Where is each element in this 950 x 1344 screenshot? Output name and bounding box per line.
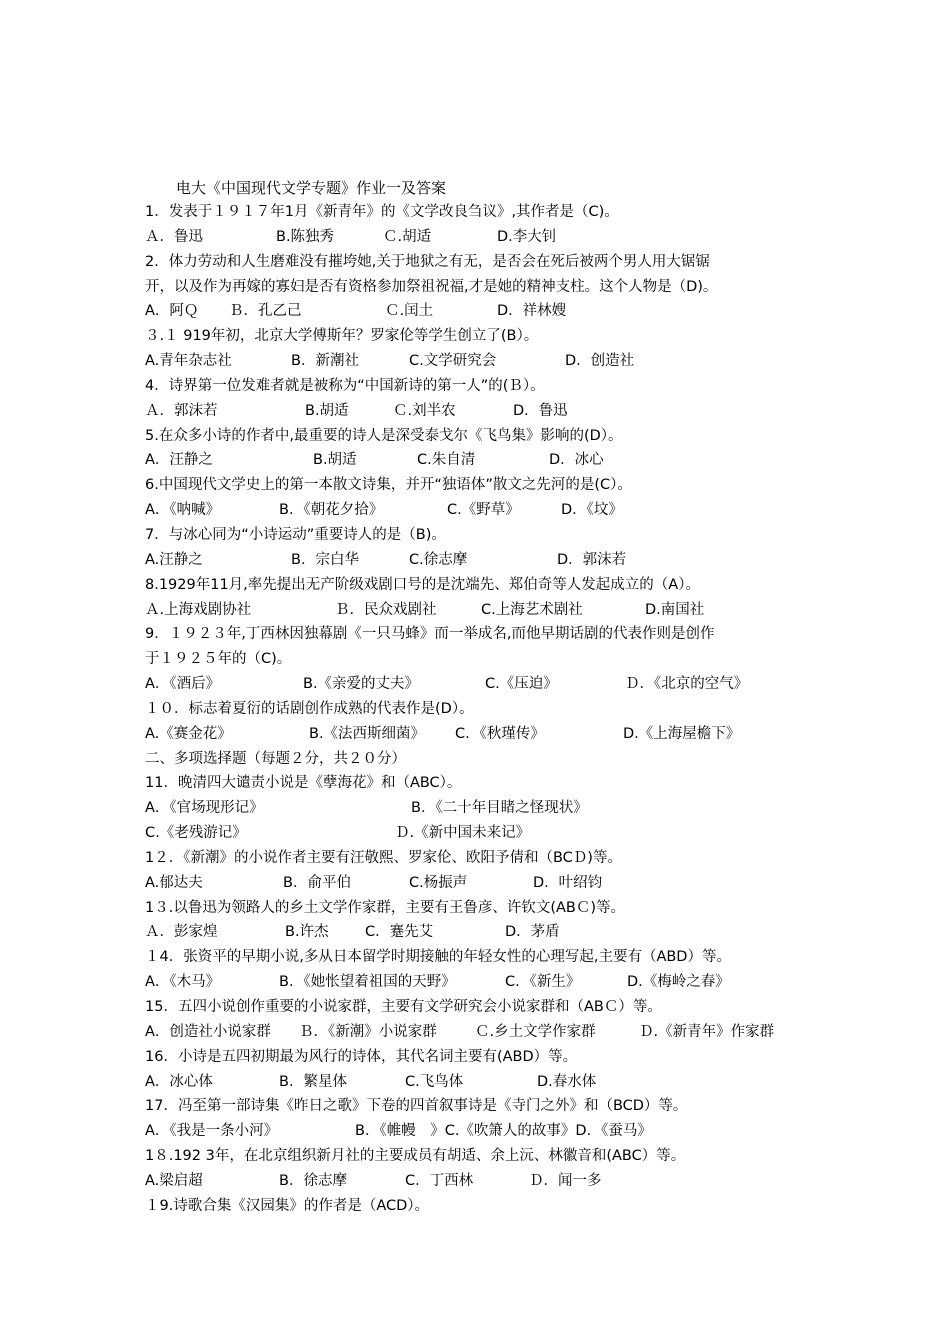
options-line <box>145 1070 815 1095</box>
answer-option: A．创造社小说家群 <box>145 1023 271 1040</box>
answer-option: A.《赛金花》 <box>145 725 232 742</box>
answer-option: Ｃ.闰土 <box>385 303 434 320</box>
answer-option: B．宗白华 <box>291 551 359 568</box>
answer-option: C.文学研究会 <box>409 353 497 370</box>
answer-option: C.《老残游记》 <box>145 825 247 842</box>
answer-option: C.朱自清 <box>417 452 476 469</box>
answer-option: Ｂ．民众戏剧社 <box>335 601 437 618</box>
text-line: 15．五四小说创作重要的小说家群，主要有文学研究会小说家群和（ABＣ）等。 <box>145 999 662 1015</box>
answer-option: B．新潮社 <box>291 353 359 370</box>
text-line: 二、多项选择题（每题２分，共２０分） <box>145 750 406 767</box>
answer-option: B．俞平伯 <box>283 874 351 891</box>
text-line: １０．标志着夏衍的话剧创作成熟的代表作是(D）。 <box>145 700 474 717</box>
options-line <box>145 672 815 697</box>
text-line: 5.在众多小诗的作者中,最重要的诗人是深受泰戈尔《飞鸟集》影响的(D）。 <box>145 427 623 444</box>
answer-option: Ａ.上海戏剧协社 <box>145 601 252 618</box>
answer-option: D．鲁迅 <box>513 402 568 419</box>
answer-option: A．《我是一条小河》 <box>145 1123 279 1140</box>
answer-option: A．《木马》 <box>145 974 221 991</box>
answer-option: Ａ．鲁迅 <box>145 228 203 245</box>
answer-option: C.《野草》 <box>447 502 520 519</box>
answer-option: C.《压迫》 <box>485 676 558 693</box>
options-line <box>145 548 815 573</box>
answer-option: C.飞鸟体 <box>405 1073 464 1090</box>
answer-option: D．祥林嫂 <box>497 303 567 320</box>
answer-option: C.杨振声 <box>409 874 468 891</box>
answer-option: A．阿Ｑ <box>145 303 199 320</box>
answer-option: A．汪静之 <box>145 452 213 469</box>
answer-option: Ａ．彭家煌 <box>145 924 218 941</box>
question-list <box>145 200 815 1219</box>
options-line <box>145 399 815 424</box>
answer-option: D．冰心 <box>549 452 604 469</box>
answer-option: D.《上海屋檐下》 <box>623 725 741 742</box>
answer-option: C．蹇先艾 <box>365 924 434 941</box>
answer-option: A.郁达夫 <box>145 874 203 891</box>
answer-option: C.上海艺术剧社 <box>481 601 583 618</box>
answer-option: D．茅盾 <box>505 924 560 941</box>
answer-option: B．繁星体 <box>279 1073 347 1090</box>
answer-option: B.《法西斯细菌》 <box>309 725 426 742</box>
text-line: １9.诗歌合集《汉园集》的作者是（ACD）。 <box>145 1197 430 1214</box>
answer-option: C．《新生》 <box>505 974 581 991</box>
answer-option: D.南国社 <box>645 601 705 618</box>
answer-option: B.陈独秀 <box>276 228 335 245</box>
text-line: 1８.192 3年，在北京组织新月社的主要成员有胡适、余上沅、林徽音和(ABC）等。 <box>145 1148 686 1165</box>
options-line <box>145 498 815 523</box>
options-line <box>145 225 815 250</box>
answer-option: Ｃ.刘半农 <box>393 402 456 419</box>
answer-option: B.胡适 <box>305 402 349 419</box>
text-line: 8.1929年11月,率先提出无产阶级戏剧口号的是沈端先、郑伯奇等人发起成立的（A）。 <box>145 576 700 593</box>
text-line: 9．１９２３年,丁西林因独幕剧《一只马蜂》而一举成名,而他早期话剧的代表作则是创作 <box>145 626 715 643</box>
options-line <box>145 1169 815 1194</box>
answer-option: C.徐志摩 <box>409 551 468 568</box>
options-line <box>145 871 815 896</box>
options-line <box>145 821 815 846</box>
text-line: 开，以及作为再嫁的寡妇是否有资格参加祭祖祝福,才是她的精神支柱。这个人物是（D)。 <box>145 278 718 295</box>
answer-option: D.《梅岭之春》 <box>627 974 730 991</box>
options-line <box>145 598 815 623</box>
options-line <box>145 722 815 747</box>
answer-option: A.汪静之 <box>145 551 203 568</box>
answer-option: Ａ．郭沫若 <box>145 402 218 419</box>
answer-option: Ｃ.乡土文学作家群 <box>475 1023 596 1040</box>
options-line <box>145 796 815 821</box>
options-line <box>145 349 815 374</box>
answer-option: B．《她怅望着祖国的天野》 <box>279 974 456 991</box>
answer-option: Ｄ.《新青年》作家群 <box>639 1023 775 1040</box>
answer-option: B．徐志摩 <box>279 1172 347 1189</box>
options-line <box>145 970 815 995</box>
text-line: 于１９２５年的（C)。 <box>145 651 292 668</box>
answer-option: Ｄ．闻一多 <box>529 1172 602 1189</box>
answer-option: D.春水体 <box>537 1073 597 1090</box>
text-line: 4．诗界第一位发难者就是被称为“中国新诗的第一人”的(Ｂ）。 <box>145 377 545 394</box>
answer-option: Ｂ．《新潮》小说家群 <box>299 1023 437 1040</box>
answer-option: A．冰心体 <box>145 1073 213 1090</box>
text-line: 1３.以鲁迅为领路人的乡土文学作家群，主要有王鲁彦、许钦文(ABＣ)等。 <box>145 899 626 916</box>
answer-option: C．《秋瑾传》 <box>455 725 545 742</box>
text-line: 2．体力劳动和人生磨难没有摧垮她,关于地狱之有无，是否会在死后被两个男人用大锯锯 <box>145 253 710 270</box>
text-line: １4．张资平的早期小说,多从日本留学时期接触的年轻女性的心理写起,主要有（ABD）等。 <box>145 949 731 966</box>
document-title: 电大《中国现代文学专题》作业一及答案 <box>176 179 447 197</box>
text-line: 6.中国现代文学史上的第一本散文诗集，并开“独语体”散文之先河的是(C）。 <box>145 477 632 494</box>
answer-option: B.《亲爱的丈夫》 <box>303 676 420 693</box>
answer-option: B.胡适 <box>313 452 357 469</box>
answer-option: B．《朝花夕拾》 <box>279 502 384 519</box>
text-line: 1２．《新潮》的小说作者主要有汪敬熙、罗家伦、欧阳予倩和（BCＤ)等。 <box>145 849 622 866</box>
answer-option: B．《二十年目睹之怪现状》 <box>411 800 588 817</box>
answer-option: A.梁启超 <box>145 1172 203 1189</box>
answer-option: A．《官场现形记》 <box>145 800 264 817</box>
answer-option: B.许杰 <box>285 924 329 941</box>
answer-option: C．丁西林 <box>405 1172 474 1189</box>
answer-option: D．叶绍钧 <box>533 874 603 891</box>
text-line: 7．与冰心同为“小诗运动”重要诗人的是（B)。 <box>145 526 446 543</box>
answer-option: Ｄ．《北京的空气》 <box>625 676 749 693</box>
text-line: 1．发表于１９１７年1月《新青年》的《文学改良刍议》,其作者是（C)。 <box>145 204 619 220</box>
answer-option: A．《呐喊》 <box>145 502 221 519</box>
answer-option: D．郭沫若 <box>557 551 627 568</box>
text-line: 11．晚清四大谴责小说是《孽海花》和（ABC）。 <box>145 775 462 792</box>
answer-option: Ｂ．孔乙己 <box>229 303 302 320</box>
answer-option: A．《酒后》 <box>145 676 221 693</box>
text-line: ３.１ 919年初，北京大学傅斯年？罗家伦等学生创立了(B）。 <box>145 328 539 345</box>
options-line <box>145 448 815 473</box>
answer-option: A.青年杂志社 <box>145 353 232 370</box>
answer-option: Ｃ.胡适 <box>383 228 432 245</box>
options-line <box>145 1020 815 1045</box>
text-line: 16．小诗是五四初期最为风行的诗体，其代名词主要有(ABD）等。 <box>145 1048 578 1065</box>
answer-option: D．创造社 <box>565 353 635 370</box>
text-line: 17．冯至第一部诗集《昨日之歌》下卷的四首叙事诗是《寺门之外》和（BCD）等。 <box>145 1098 688 1115</box>
answer-option: Ｄ.《新中国未来记》 <box>395 825 531 842</box>
answer-option: D．《坟》 <box>561 502 623 519</box>
options-line <box>145 920 815 945</box>
options-line <box>145 1119 815 1144</box>
options-line <box>145 299 815 324</box>
answer-option: D.李大钊 <box>497 228 557 245</box>
answer-option: B．《帷幔 》C.《吹箫人的故事》D．《蚕马》 <box>355 1123 652 1140</box>
